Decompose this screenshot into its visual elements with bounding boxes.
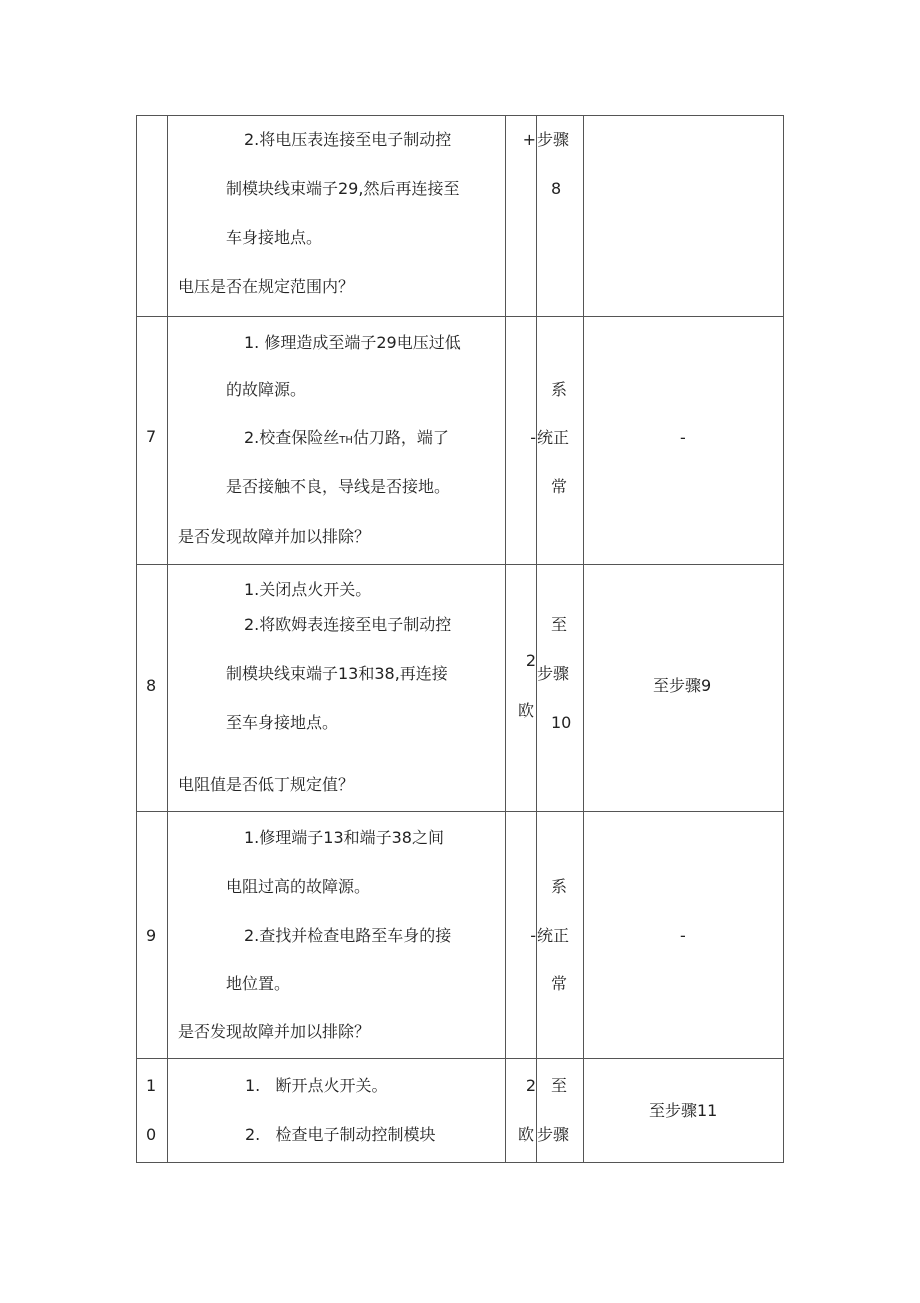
yes-text: 步骤 (537, 130, 570, 149)
step-number: 1 (146, 1076, 157, 1095)
table-row (137, 1058, 783, 1163)
action-line: 2.将电压表连接至电子制动控 (244, 130, 452, 149)
step-cell (137, 116, 168, 316)
step-number: 7 (146, 427, 157, 446)
yes-text: 系 (551, 877, 568, 896)
yes-text: 系 (551, 380, 568, 399)
diagnostic-table (136, 115, 784, 1163)
value-text: 欧 (518, 1125, 535, 1144)
yes-text: 10 (551, 713, 572, 732)
yes-text: 常 (551, 477, 568, 496)
no-cell (584, 812, 783, 1059)
step-cell (137, 317, 168, 565)
yes-text: 8 (551, 179, 562, 198)
value-text: - (530, 926, 536, 945)
yes-cell (537, 1059, 584, 1163)
action-line: 2.查找并检查电路至车身的接 (244, 926, 452, 945)
no-text: - (680, 428, 686, 447)
yes-cell (537, 565, 584, 812)
action-line: 制模块线束端子13和38,再连接 (226, 664, 448, 683)
value-cell (506, 812, 537, 1059)
table-row (137, 811, 783, 1059)
action-line: 电阻过高的故障源。 (226, 877, 371, 896)
value-text: + (522, 130, 536, 149)
step-number: 9 (146, 926, 157, 945)
question-text: 是否发现故障并加以排除？ (178, 1022, 371, 1041)
action-line: 1. 断开点火开关。 (245, 1076, 388, 1095)
action-cell (168, 565, 506, 812)
question-text: 是否发现故障并加以排除？ (178, 527, 371, 546)
step-cell (137, 812, 168, 1059)
step-number: 0 (146, 1125, 157, 1144)
action-cell (168, 116, 506, 316)
action-line: 1. 修理造成至端子29电压过低 (244, 333, 461, 352)
value-cell (506, 565, 537, 812)
step-number: 8 (146, 676, 157, 695)
action-line: 2. 检查电子制动控制模块 (245, 1125, 436, 1144)
action-line: 车身接地点。 (226, 228, 323, 247)
action-line: 是否接触不良，导线是否接地。 (226, 477, 451, 496)
yes-text: 统正 (537, 926, 570, 945)
question-text: 电压是否在规定范围内？ (178, 277, 355, 296)
action-line: 2.将欧姆表连接至电子制动控 (244, 615, 452, 634)
action-cell (168, 812, 506, 1059)
no-text: 至步骤11 (649, 1101, 718, 1120)
question-text: 电阻值是否低丁规定值？ (178, 775, 355, 794)
action-line: 的故障源。 (226, 380, 307, 399)
table-row (137, 116, 783, 316)
value-text: - (530, 428, 536, 447)
action-line: 至车身接地点。 (226, 713, 339, 732)
action-cell (168, 1059, 506, 1163)
value-cell (506, 317, 537, 565)
no-cell (584, 1059, 783, 1163)
no-cell (584, 116, 783, 316)
step-cell (137, 565, 168, 812)
no-text: 至步骤9 (653, 676, 712, 695)
yes-text: 至 (551, 615, 568, 634)
action-cell (168, 317, 506, 565)
value-cell (506, 116, 537, 316)
table-row (137, 564, 783, 812)
value-text: 欧 (518, 701, 535, 720)
no-text: - (680, 926, 686, 945)
no-cell (584, 317, 783, 565)
yes-text: 常 (551, 974, 568, 993)
action-line: 1.关闭点火开关。 (244, 580, 372, 599)
yes-text: 至 (551, 1076, 568, 1095)
yes-cell (537, 812, 584, 1059)
step-cell (137, 1059, 168, 1163)
value-cell (506, 1059, 537, 1163)
yes-text: 步骤 (537, 664, 570, 683)
action-line: 1.修理端子13和端子38之间 (244, 828, 444, 847)
yes-cell (537, 317, 584, 565)
action-line: 制模块线束端子29,然后再连接至 (226, 179, 460, 198)
value-text: 2 (525, 651, 536, 670)
yes-cell (537, 116, 584, 316)
table-row (137, 316, 783, 565)
action-line: 地位置。 (226, 974, 291, 993)
value-text: 2 (525, 1076, 536, 1095)
no-cell (584, 565, 783, 812)
yes-text: 步骤 (537, 1125, 570, 1144)
action-line: 2.校查保险丝TH估刀路，端了 (244, 428, 449, 447)
yes-text: 统正 (537, 428, 570, 447)
